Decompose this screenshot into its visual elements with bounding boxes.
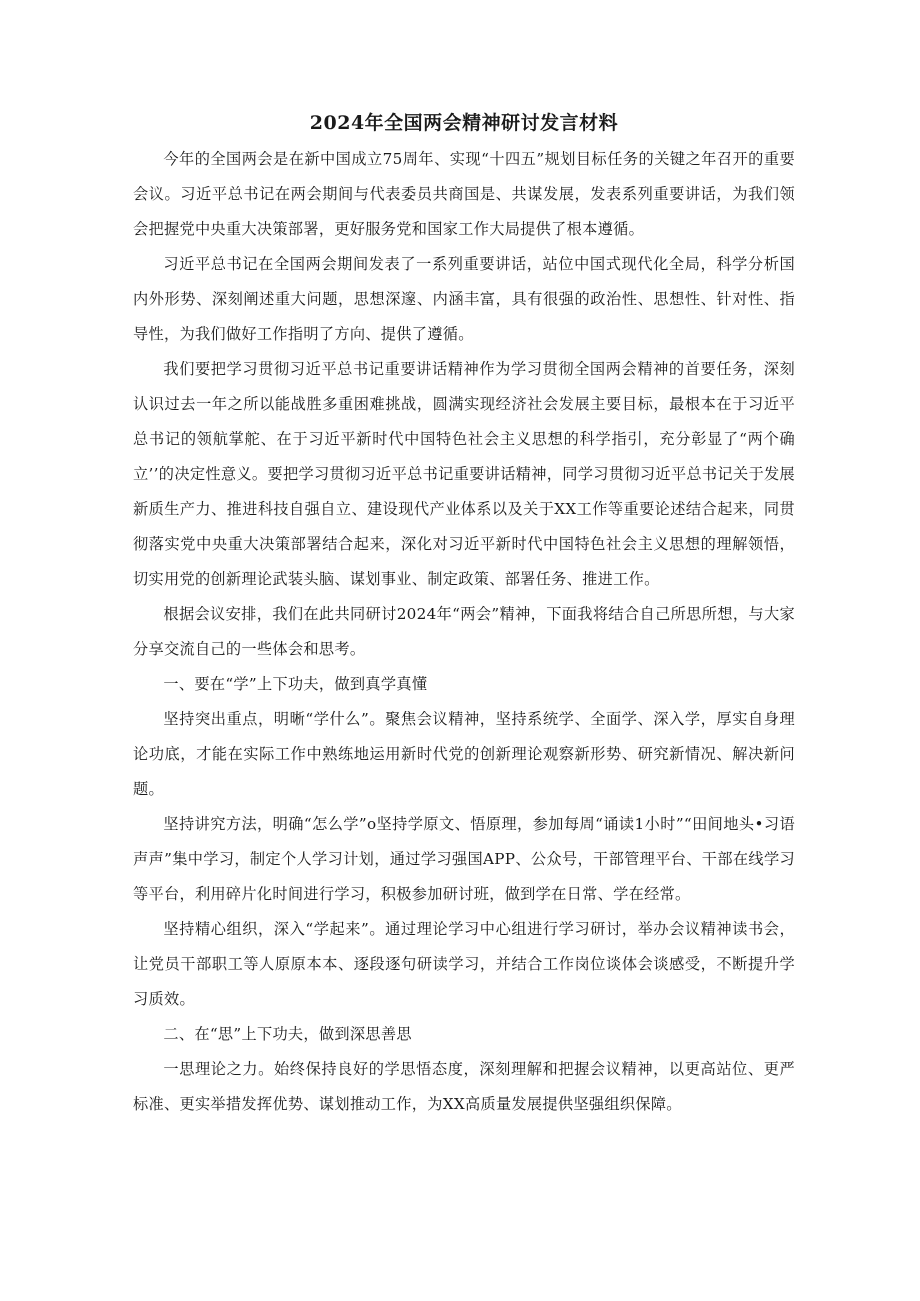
body-paragraph: 根据会议安排，我们在此共同研讨2024年“两会”精神，下面我将结合自己所思所想，与大家分享交流自己的一些体会和思考。 bbox=[133, 605, 795, 658]
body-paragraph: 今年的全国两会是在新中国成立75周年、实现“十四五”规划目标任务的关键之年召开的重要会议。习近平总书记在两会期间与代表委员共商国是、共谋发展，发表系列重要讲话，为我们领会把握党中央重大决策部署，更好服务党和国家工作大局提供了根本遵循。 bbox=[133, 150, 795, 238]
section-heading: 一、要在“学”上下功夫，做到真学真懂 bbox=[163, 675, 428, 693]
body-paragraph: 习近平总书记在全国两会期间发表了一系列重要讲话，站位中国式现代化全局，科学分析国内外形势、深刻阐述重大问题，思想深邃、内涵丰富，具有很强的政治性、思想性、针对性、指导性，为我们做好工作指明了方向、提供了遵循。 bbox=[133, 255, 795, 343]
body-paragraph: 坚持精心组织，深入“学起来”。通过理论学习中心组进行学习研讨，举办会议精神读书会，让党员干部职工等人原原本本、逐段逐句研读学习，并结合工作岗位谈体会谈感受，不断提升学习质效。 bbox=[133, 920, 795, 1008]
body-paragraph: 一思理论之力。始终保持良好的学思悟态度，深刻理解和把握会议精神，以更高站位、更严标准、更实举措发挥优势、谋划推动工作，为XX高质量发展提供坚强组织保障。 bbox=[133, 1060, 795, 1113]
document-title: 2024年全国两会精神研讨发言材料 bbox=[309, 112, 619, 134]
body-paragraph: 我们要把学习贯彻习近平总书记重要讲话精神作为学习贯彻全国两会精神的首要任务，深刻认识过去一年之所以能战胜多重困难挑战，圆满实现经济社会发展主要目标，最根本在于习近平总书记的领航掌舵、在于习近平新时代中国特色社会主义思想的科学指引，充分彰显了“两个确立’’的决定性意义。要把学习贯彻习近平总书记重要讲话精神，同学习贯彻习近平总书记关于发展新质生产力、推进科技自强自立、建设现代产业体系以及关于XX工作等重要论述结合起来，同贯彻落实党中央重大决策部署结合起来，深化对习近平新时代中国特色社会主义思想的理解领悟，切实用党的创新理论武装头脑、谋划事业、制定政策、部署任务、推进工作。 bbox=[133, 360, 795, 588]
body-paragraph: 坚持突出重点，明晰“学什么”。聚焦会议精神，坚持系统学、全面学、深入学，厚实自身理论功底，才能在实际工作中熟练地运用新时代党的创新理论观察新形势、研究新情况、解决新问题。 bbox=[133, 710, 795, 798]
section-heading: 二、在“思”上下功夫，做到深思善思 bbox=[163, 1025, 412, 1043]
document-page bbox=[133, 108, 795, 1122]
body-paragraph: 坚持讲究方法，明确“怎么学”o坚持学原文、悟原理，参加每周“诵读1小时”“田间地头•习语声声”集中学习，制定个人学习计划，通过学习强国APP、公众号，干部管理平台、干部在线学习等平台，利用碎片化时间进行学习，积极参加研讨班，做到学在日常、学在经常。 bbox=[133, 815, 795, 903]
